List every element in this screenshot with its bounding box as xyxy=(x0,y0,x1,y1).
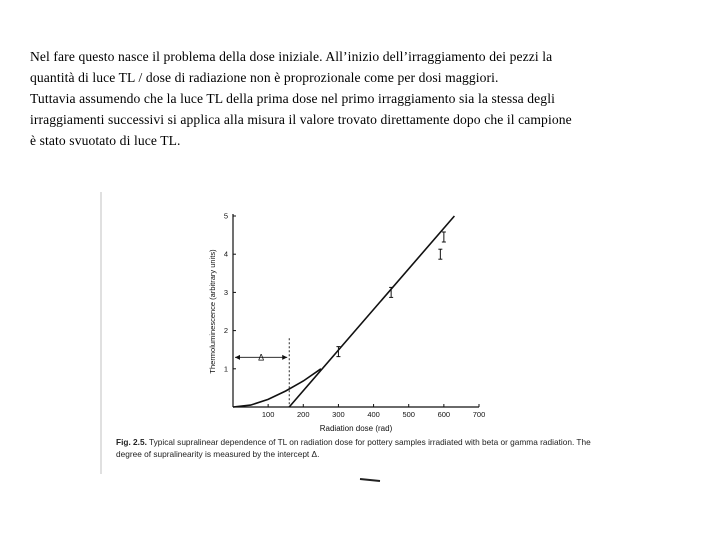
x-tick-label: 700 xyxy=(472,410,486,419)
caption-label: Fig. 2.5. xyxy=(116,437,147,447)
text-line: Tuttavia assumendo che la luce TL della prima dose nel primo irraggiamento sia la stessa degli xyxy=(30,91,555,106)
plot-group xyxy=(233,216,454,407)
x-axis-label: Radiation dose (rad) xyxy=(319,424,393,433)
delta-arrowhead-left xyxy=(235,355,240,360)
x-tick-label: 500 xyxy=(402,410,415,419)
linear-fit-line xyxy=(289,216,454,407)
body-text xyxy=(30,46,695,151)
axis-labels xyxy=(208,249,393,433)
tick-group xyxy=(224,212,485,420)
supralinear-curve xyxy=(233,369,321,407)
x-tick-label: 600 xyxy=(437,410,451,419)
text-line: quantità di luce TL / dose di radiazione non è proprozionale come per dosi maggiori. xyxy=(30,70,499,85)
error-bar-point xyxy=(389,287,393,297)
text-line: Nel fare questo nasce il problema della dose iniziale. All’inizio dell’irraggiamento dei pezzi la xyxy=(30,49,553,64)
x-tick-label: 300 xyxy=(332,410,345,419)
y-tick-label: 1 xyxy=(223,364,228,374)
x-tick-label: 100 xyxy=(261,410,275,419)
y-tick-label: 4 xyxy=(223,249,228,259)
text-line: è stato svuotato di luce TL. xyxy=(30,133,181,148)
y-tick-label: 5 xyxy=(223,211,228,221)
y-tick-label: 3 xyxy=(223,287,228,297)
delta-label: Δ xyxy=(258,352,265,363)
error-bar-point xyxy=(442,232,446,242)
figure-caption xyxy=(116,437,616,460)
text-line: irraggiamenti successivi si applica alla misura il valore trovato direttamente dopo che il campione xyxy=(30,112,572,127)
axes xyxy=(233,214,479,407)
delta-annotation xyxy=(235,338,289,407)
x-tick-label: 200 xyxy=(297,410,310,419)
caption-text: Typical supralinear dependence of TL on radiation dose for pottery samples irradiated with beta or gamma radiation. The degree of supralinearity is measured by the intercept Δ. xyxy=(116,437,591,459)
scan-mark-bottom xyxy=(360,479,380,481)
y-axis-label: Thermoluminescence (arbitrary units) xyxy=(208,249,217,374)
x-tick-label: 400 xyxy=(367,410,380,419)
delta-arrowhead-right xyxy=(282,355,287,360)
y-tick-label: 2 xyxy=(223,326,228,336)
error-bar-point xyxy=(438,249,442,259)
